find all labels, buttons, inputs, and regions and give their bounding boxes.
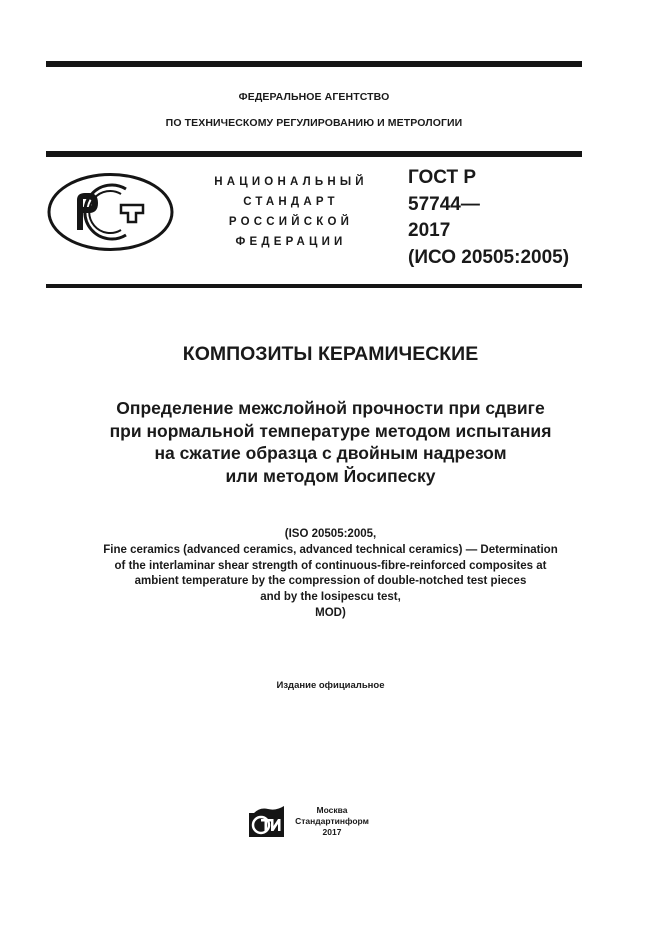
edition-label: Издание официальное xyxy=(276,680,385,691)
rst-logo-icon xyxy=(47,172,174,252)
agency-name-line2: ПО ТЕХНИЧЕСКОМУ РЕГУЛИРОВАНИЮ И МЕТРОЛОГИИ xyxy=(165,117,463,129)
national-line: ФЕДЕРАЦИИ xyxy=(235,236,347,248)
iso-line: and by the Iosipescu test, xyxy=(260,591,401,604)
subtitle-line: при нормальной температуре методом испытания xyxy=(109,420,552,441)
top-rule xyxy=(46,61,582,67)
national-line: НАЦИОНАЛЬНЫЙ xyxy=(214,176,368,188)
iso-line: Fine ceramics (advanced ceramics, advanced technical ceramics) — Determination xyxy=(103,543,558,556)
agency-name: ФЕДЕРАЛЬНОЕ АГЕНТСТВО xyxy=(238,91,390,103)
publisher-name: Стандартинформ xyxy=(295,816,369,826)
publication-year: 2017 xyxy=(322,827,342,837)
header-rule xyxy=(46,151,582,157)
national-line: СТАНДАРТ xyxy=(243,196,339,208)
gost-designation xyxy=(408,165,569,271)
iso-line: of the interlaminar shear strength of continuous-fibre-reinforced composites at xyxy=(114,559,547,572)
standartinform-logo-icon xyxy=(248,805,286,838)
gost-line: 2017 xyxy=(408,220,451,241)
publisher-info xyxy=(292,805,372,838)
iso-line: MOD) xyxy=(315,606,346,619)
iso-line: ambient temperature by the compression of double-notched test pieces xyxy=(134,575,527,588)
gost-line: ГОСТ Р xyxy=(408,167,477,188)
standard-block-rule xyxy=(46,284,582,288)
gost-line: 57744— xyxy=(408,193,480,215)
national-standard-label xyxy=(196,172,386,252)
subtitle-line: Определение межслойной прочности при сдвиге xyxy=(116,398,545,418)
subtitle-line: или методом Йосипеску xyxy=(225,465,436,486)
iso-line: (ISO 20505:2005, xyxy=(284,528,377,540)
document-title: КОМПОЗИТЫ КЕРАМИЧЕСКИЕ xyxy=(182,343,479,365)
national-line: РОССИЙСКОЙ xyxy=(228,216,354,228)
publisher-city: Москва xyxy=(316,805,348,815)
subtitle-line: на сжатие образца с двойным надрезом xyxy=(154,443,507,463)
gost-line: (ИСО 20505:2005) xyxy=(408,246,570,268)
document-subtitle xyxy=(0,397,661,487)
iso-reference xyxy=(0,527,661,622)
